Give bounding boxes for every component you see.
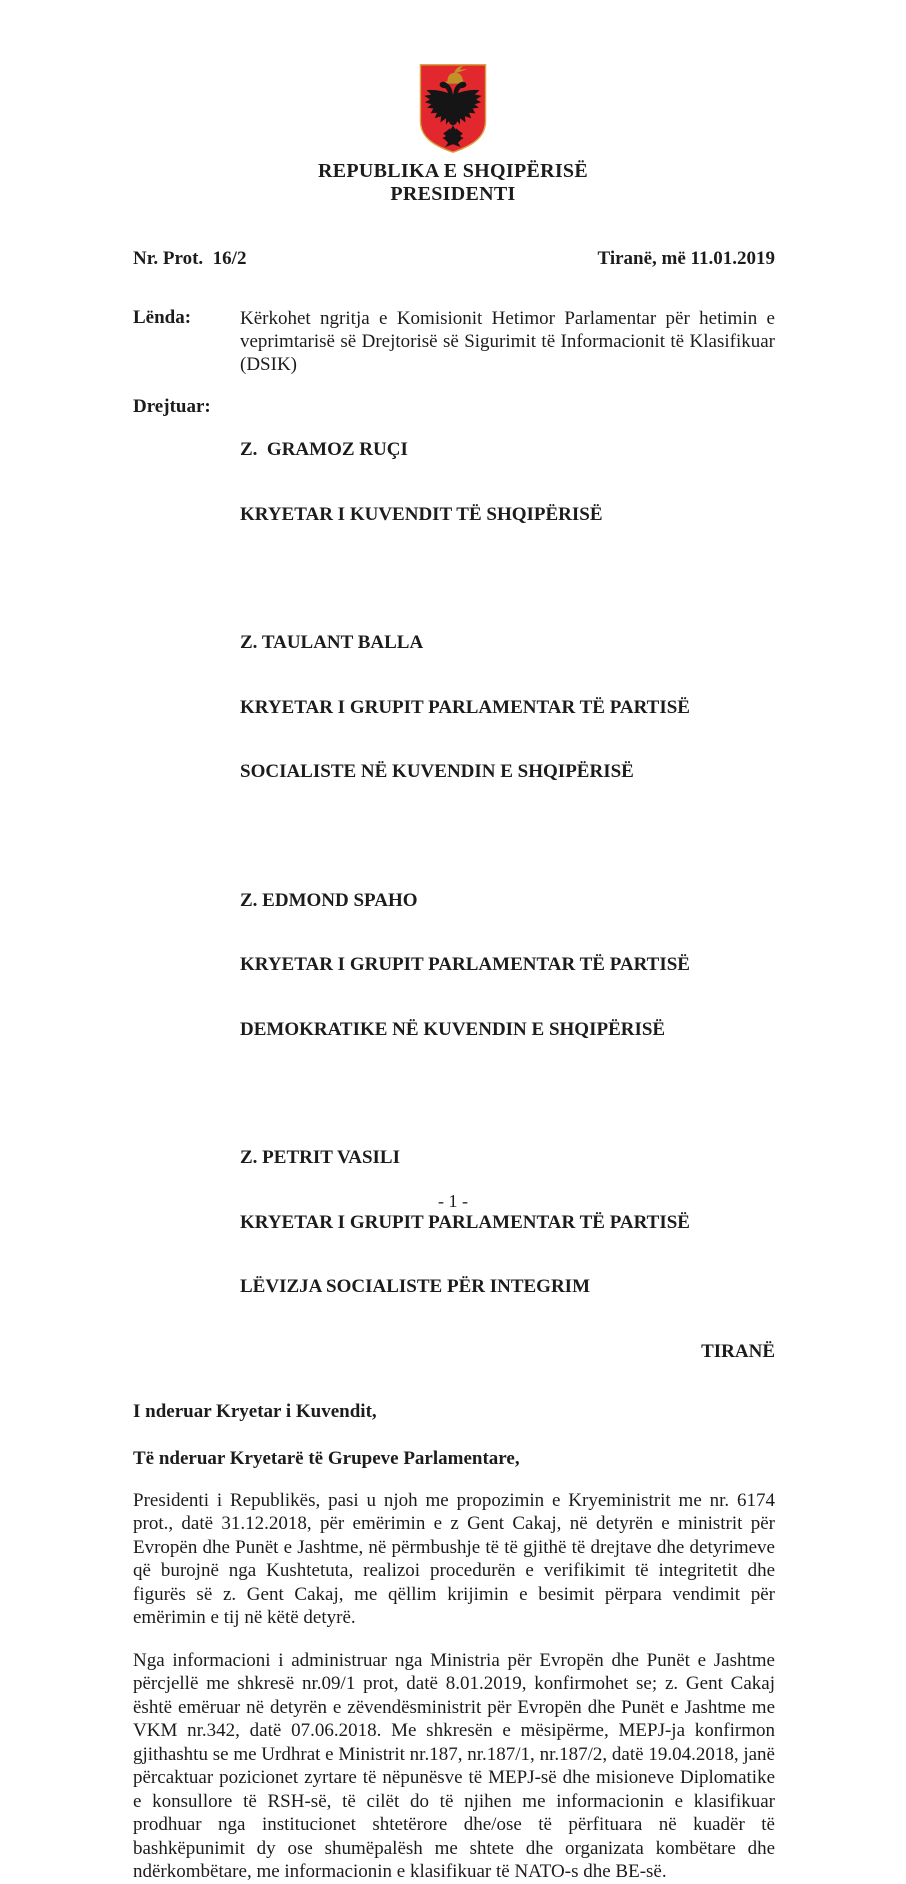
page-number: - 1 -: [438, 1191, 468, 1211]
recipient-name: Z. GRAMOZ RUÇI: [240, 439, 408, 460]
body-paragraph: Presidenti i Republikës, pasi u njoh me propozimin e Kryeministrit me nr. 6174 prot., datë 31.12.2018, për emërimin e z Gent Cakaj, në detyrën e ministrit për Evropën dhe Punët e Jashtme, në përmbushje të të gjithë të drejtave dhe detyrimeve që burojnë nga Kushtetuta, realizoi procedurën e verifikimit të integritetit dhe figurës së z. Gent Cakaj, me qëllim krijimin e besimit përpara vendimit për emërimin e tij në këtë detyrë.: [133, 1489, 775, 1628]
recipient-block: [240, 847, 690, 1084]
recipient-title-line: LËVIZJA SOCIALISTE PËR INTEGRIM: [240, 1276, 591, 1297]
place-date: Tiranë, më 11.01.2019: [597, 248, 775, 269]
recipient-block: [240, 396, 690, 568]
institution-title: PRESIDENTI: [390, 183, 516, 205]
recipient-name: Z. TAULANT BALLA: [240, 632, 424, 653]
recipient-title-line: KRYETAR I GRUPIT PARLAMENTAR TË PARTISË: [240, 696, 690, 718]
recipient-block: [240, 1104, 690, 1341]
recipient-name: Z. EDMOND SPAHO: [240, 889, 418, 911]
subject-section: [133, 307, 775, 376]
addressed-label: Drejtuar:: [133, 396, 211, 417]
recipient-title-line: KRYETAR I KUVENDIT TË SHQIPËRISË: [240, 503, 603, 525]
meta-row: [133, 248, 775, 270]
subject-text: Kërkohet ngritja e Komisionit Hetimor Parlamentar për hetimin e veprimtarisë së Drejtorisë së Sigurimit të Informacionit të Klasifikuar (DSIK): [240, 308, 775, 375]
salutation-speaker: I nderuar Kryetar i Kuvendit,: [133, 1400, 377, 1422]
protocol-number: Nr. Prot. 16/2: [133, 248, 247, 269]
recipient-title-line: KRYETAR I GRUPIT PARLAMENTAR TË PARTISË: [240, 954, 690, 975]
recipient-name: Z. PETRIT VASILI: [240, 1147, 400, 1168]
recipient-title-line: SOCIALISTE NË KUVENDIN E SHQIPËRISË: [240, 761, 634, 782]
salutation-group-chairs: Të nderuar Kryetarë të Grupeve Parlamentare,: [133, 1447, 520, 1469]
recipient-title-line: KRYETAR I GRUPIT PARLAMENTAR TË PARTISË: [240, 1211, 690, 1233]
recipient-block: [240, 589, 690, 826]
recipient-title-line: DEMOKRATIKE NË KUVENDIN E SHQIPËRISË: [240, 1018, 666, 1040]
body-paragraph: Nga informacioni i administruar nga Ministria për Evropën dhe Punët e Jashtme përcjellë me shkresë nr.09/1 prot, datë 8.01.2019, konfirmohet se; z. Gent Cakaj është emëruar në detyrën e zëvendësministrit për Evropën dhe Punët e Jashtme me VKM nr.342, datë 07.06.2018. Me shkresën e mësipërme, MEPJ-ja konfirmon gjithashtu se me Urdhrat e Ministrit nr.187, nr.187/1, nr.187/2, datë 19.04.2018, janë përcaktuar pozicionet zyrtare të nëpunësve të MEPJ-së dhe misioneve Diplomatike e konsullore të RSH-së, të cilët do të njihen me informacionin e klasifikuar prodhuar nga institucionet shtetërore dhe/ose të përfituara në kuadër të bashkëpunimit dy ose shumëpalësh me shtete dhe organizata kombëtare dhe ndërkombëtare, me informacionin e klasifikuar të NATO-s dhe BE-së.: [133, 1649, 775, 1882]
subject-label: Lënda:: [133, 307, 192, 328]
city-line: TIRANË: [701, 1340, 775, 1362]
republic-title: REPUBLIKA E SHQIPËRISË: [317, 160, 588, 182]
letterhead: [0, 0, 906, 206]
albanian-coat-of-arms-icon: [418, 62, 488, 155]
